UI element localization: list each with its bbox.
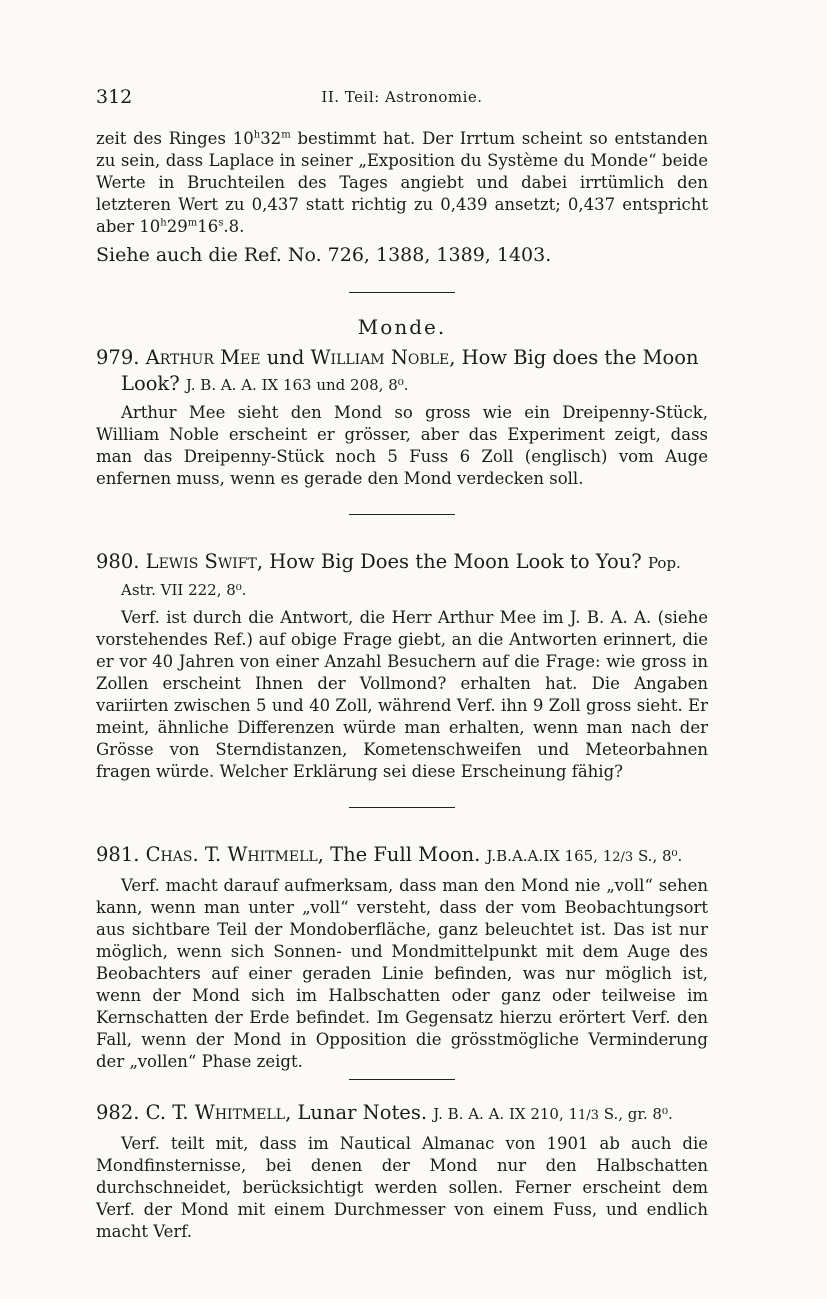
author: Chas. T. Whitmell xyxy=(145,843,318,866)
running-title: II. Teil: Astronomie. xyxy=(321,88,483,106)
page-number: 312 xyxy=(96,86,133,108)
entry-981-body: Verf. macht darauf aufmerksam, dass man den Mond nie „voll“ sehen kann, wenn man unter „voll“ versteht, dass der vom Beobachtungsort aus sichtbare Teil der Mondoberfläche, ganz beleuchtet ist. Das ist nur möglich, wenn sich Sonnen- und Mondmittelpunkt mit dem Auge des Beobachters auf einer geraden Linie befinden, was nur möglich ist, wenn der Mond sich im Halbschatten oder ganz oder teilweise im Kernschatten der Erde befindet. Im Gegensatz hierzu erörtert Verf. den Fall, wenn der Mond in Opposition die grösstmögliche Verminderung der „vollen“ Phase zeigt. xyxy=(96,876,708,1071)
entry-982-body: Verf. teilt mit, dass im Nautical Almanac von 1901 ab auch die Mondfinsternisse, bei denen der Mond nur den Halbschatten durchschneidet, berücksichtigt werden sollen. Ferner erscheint dem Verf. der Mond mit einem Durchmesser von einem Fuss, und endlich macht Verf. xyxy=(96,1134,708,1241)
page xyxy=(96,86,708,1243)
author: William Noble xyxy=(310,346,450,369)
entry-980-heading: 980. Lewis Swift, How Big Does the Moon Look to You? Pop. Astr. VII 222, 8⁰. xyxy=(96,550,681,599)
entry-979-heading: 979. Arthur Mee und William Noble, How Big does the Moon Look? J. B. A. A. IX 163 und 208, 8⁰. xyxy=(96,346,699,395)
see-also-line: Siehe auch die Ref. No. 726, 1388, 1389, 1403. xyxy=(96,244,552,266)
entry-982-heading: 982. C. T. Whitmell, Lunar Notes. J. B. A. A. IX 210, 11/3 S., gr. 8⁰. xyxy=(96,1101,673,1124)
source: J.B.A.A.IX 165, 12/3 S., 8⁰. xyxy=(486,847,683,865)
entry-980-body: Verf. ist durch die Antwort, die Herr Arthur Mee im J. B. A. A. (siehe vorstehendes Ref.) auf obige Frage giebt, an die Antworten erinnert, die er vor 40 Jahren von einer Anzahl Besuchern auf die Frage: wie gross in Zollen erscheint Ihnen der Vollmond? erhalten hat. Die Angaben variirten zwischen 5 und 40 Zoll, während Verf. ihn 9 Zoll gross sieht. Er meint, ähnliche Differenzen würde man erhalten, wenn man nach der Grösse von Sterndistanzen, Kometenschweifen und Meteorbahnen fragen würde. Welcher Erklärung sei diese Erscheinung fähig? xyxy=(96,608,708,781)
author: Lewis Swift xyxy=(145,550,257,573)
author: C. T. Whitmell xyxy=(145,1101,286,1124)
intro-paragraph: zeit des Ringes 10$^h$32$^m$ bestimmt hat. Der Irrtum scheint so entstanden zu sein, dass Laplace in seiner „Exposition du Système du Monde“ beide Werte in Bruchteilen des Tages angiebt und dabei irrtümlich den letzteren Wert zu 0,437 statt richtig zu 0,439 ansetzt; 0,437 entspricht aber 10$^h$29$^m$16$^s$.8. xyxy=(96,129,708,236)
entry-981-heading: 981. Chas. T. Whitmell, The Full Moon. J.B.A.A.IX 165, 12/3 S., 8⁰. xyxy=(96,843,683,866)
page-header xyxy=(96,86,708,114)
source: Pop. Astr. VII 222, 8⁰. xyxy=(121,554,681,599)
entry-979-body: Arthur Mee sieht den Mond so gross wie ein Dreipenny-Stück, William Noble erscheint er grösser, aber das Experiment zeigt, dass man das Dreipenny-Stück noch 5 Fuss 6 Zoll (englisch) vom Auge enfernen muss, wenn es gerade den Mond verdecken soll. xyxy=(96,403,708,488)
source: J. B. A. A. IX 163 und 208, 8⁰. xyxy=(185,376,409,394)
section-title: Monde. xyxy=(357,315,447,339)
source: J. B. A. A. IX 210, 11/3 S., gr. 8⁰. xyxy=(433,1105,673,1123)
divider xyxy=(349,292,455,293)
author: Arthur Mee xyxy=(145,346,261,369)
